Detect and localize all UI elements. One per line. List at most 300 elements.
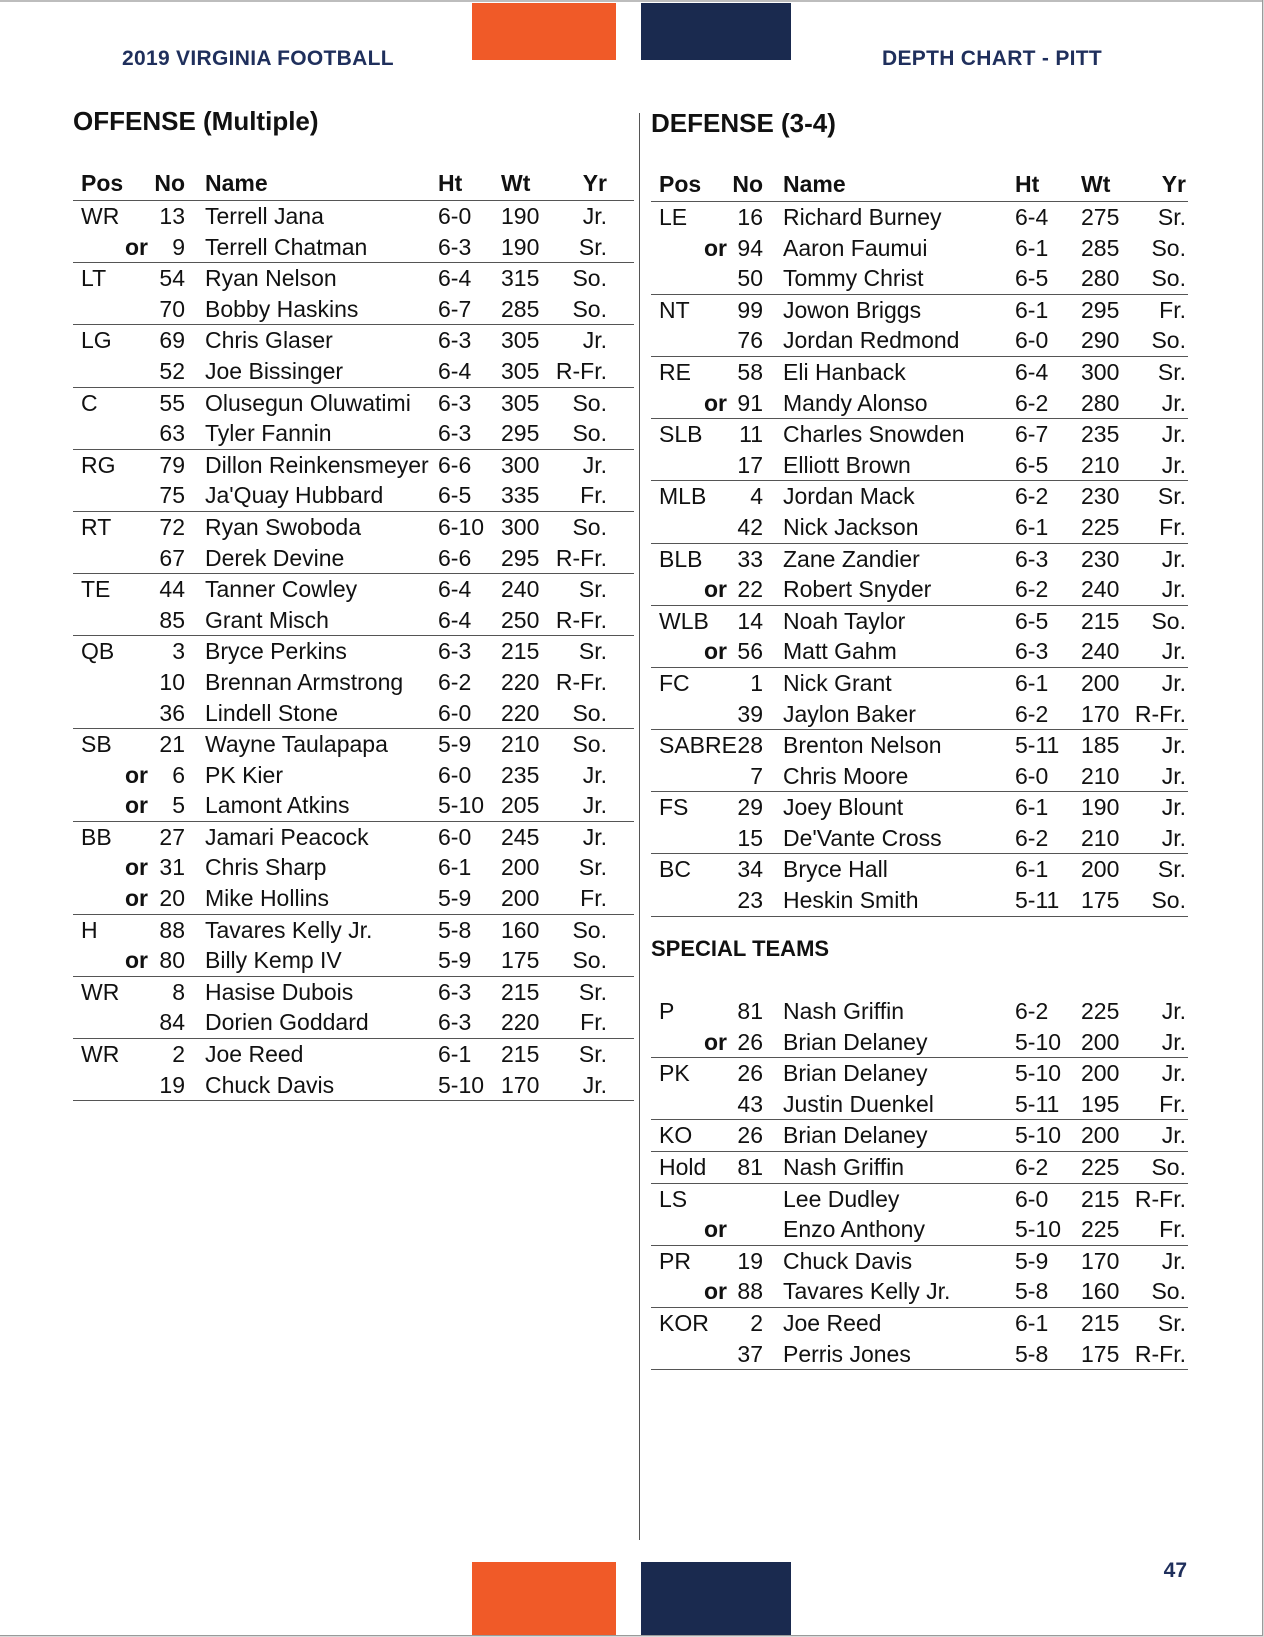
height-cell: 5-10 <box>438 1071 485 1098</box>
depth-chart-row <box>651 1120 1188 1151</box>
height-cell: 6-1 <box>438 854 472 881</box>
depth-chart-row <box>73 915 634 946</box>
player-name: Chris Glaser <box>205 327 333 354</box>
height-cell: 5-8 <box>1015 1340 1049 1367</box>
player-name: Billy Kemp IV <box>205 947 342 974</box>
depth-chart-row <box>73 1039 634 1070</box>
player-name: Terrell Jana <box>205 203 324 229</box>
weight-cell: 290 <box>1081 327 1120 354</box>
height-cell: 6-1 <box>1015 856 1049 883</box>
player-name: Joe Bissinger <box>205 357 344 384</box>
jersey-number: 7 <box>750 762 763 789</box>
year-cell: Jr. <box>1161 545 1186 572</box>
player-name: Brian Delaney <box>783 1060 928 1087</box>
jersey-number: 19 <box>737 1247 763 1274</box>
year-cell: Jr. <box>1161 1247 1186 1274</box>
depth-chart-row <box>651 263 1188 294</box>
weight-cell: 200 <box>501 854 540 881</box>
year-cell: Sr. <box>578 576 607 603</box>
height-cell: 6-1 <box>1015 1309 1049 1336</box>
height-cell: 6-2 <box>1015 576 1049 603</box>
weight-cell: 200 <box>1081 1060 1120 1087</box>
height-cell: 5-9 <box>438 947 472 974</box>
jersey-number: 16 <box>737 204 763 230</box>
depth-chart-row <box>73 356 634 387</box>
year-cell: So. <box>572 513 607 540</box>
height-cell: 6-2 <box>1015 700 1049 727</box>
position-cell: C <box>81 389 98 416</box>
jersey-number: 5 <box>172 792 185 819</box>
depth-chart-row <box>73 698 634 729</box>
height-cell: 6-0 <box>1015 1185 1049 1212</box>
year-cell: So. <box>1151 1278 1186 1305</box>
or-label: or <box>125 885 148 912</box>
year-cell: Fr. <box>1159 1090 1186 1117</box>
weight-cell: 190 <box>1081 794 1120 821</box>
depth-chart-row <box>73 388 634 419</box>
jersey-number: 2 <box>750 1309 763 1336</box>
player-name: Mandy Alonso <box>783 389 928 416</box>
year-cell: Fr. <box>1159 296 1186 323</box>
depth-chart-row <box>73 605 634 636</box>
player-name: Nash Griffin <box>783 1153 905 1180</box>
height-cell: 6-4 <box>438 357 472 384</box>
weight-cell: 170 <box>1081 1247 1120 1274</box>
depth-chart-row <box>73 294 634 325</box>
weight-cell: 300 <box>1081 358 1120 385</box>
jersey-number: 14 <box>737 607 763 634</box>
position-cell: H <box>81 916 98 943</box>
position-cell: LG <box>81 327 112 354</box>
player-name: Joey Blount <box>783 794 904 821</box>
player-name: Lindell Stone <box>205 699 338 726</box>
position-group <box>651 544 1188 606</box>
year-cell: R-Fr. <box>1134 700 1186 727</box>
height-cell: 6-3 <box>1015 545 1049 572</box>
weight-cell: 215 <box>501 1041 540 1068</box>
bottom-navy-bar <box>641 1562 791 1636</box>
jersey-number: 75 <box>159 482 185 509</box>
jersey-number: 88 <box>737 1278 763 1305</box>
jersey-number: 20 <box>159 885 185 912</box>
depth-chart-row <box>73 729 634 760</box>
player-name: Robert Snyder <box>783 576 932 603</box>
player-name: Chuck Davis <box>783 1247 913 1274</box>
depth-chart-row <box>651 1089 1188 1120</box>
top-orange-bar <box>472 3 616 60</box>
or-label: or <box>704 1028 727 1055</box>
jersey-number: 52 <box>159 357 185 384</box>
jersey-number: 11 <box>739 421 763 448</box>
jersey-number: 70 <box>159 295 185 322</box>
position-cell: MLB <box>659 483 707 510</box>
or-label: or <box>125 792 148 819</box>
year-cell: Sr. <box>578 1041 607 1068</box>
height-cell: 6-5 <box>1015 607 1049 634</box>
jersey-number: 44 <box>159 576 185 603</box>
jersey-number: 4 <box>750 483 763 510</box>
height-cell: 5-10 <box>438 792 485 819</box>
year-cell: R-Fr. <box>555 357 607 384</box>
height-cell: 6-4 <box>438 576 472 603</box>
jersey-number: 67 <box>159 544 185 571</box>
depth-chart-row <box>651 481 1188 512</box>
year-cell: Sr. <box>578 233 607 260</box>
weight-cell: 170 <box>1081 700 1120 727</box>
jersey-number: 34 <box>737 856 763 883</box>
year-cell: Jr. <box>582 1071 607 1098</box>
position-group <box>73 729 634 822</box>
position-cell: LS <box>659 1185 688 1212</box>
weight-cell: 305 <box>501 357 540 384</box>
position-group <box>73 388 634 450</box>
year-cell: Jr. <box>582 823 607 850</box>
weight-cell: 160 <box>1081 1278 1120 1305</box>
weight-cell: 305 <box>501 327 540 354</box>
height-cell: 5-10 <box>1015 1122 1062 1149</box>
year-cell: Jr. <box>1161 794 1186 821</box>
player-name: Mike Hollins <box>205 885 329 912</box>
depth-chart-row <box>651 1214 1188 1245</box>
column-header-row <box>73 170 634 201</box>
weight-cell: 315 <box>501 265 540 292</box>
year-cell: Jr. <box>1161 732 1186 759</box>
year-cell: So. <box>572 420 607 447</box>
depth-chart-row <box>73 574 634 605</box>
player-name: Jordan Redmond <box>783 327 960 354</box>
depth-chart-row <box>73 543 634 574</box>
weight-cell: 200 <box>501 885 540 912</box>
position-group <box>651 419 1188 481</box>
position-cell: SB <box>81 731 112 758</box>
position-group <box>651 730 1188 792</box>
player-name: Grant Misch <box>205 606 329 633</box>
jersey-number: 55 <box>159 389 185 416</box>
height-cell: 6-2 <box>1015 389 1049 416</box>
position-group <box>651 202 1188 295</box>
year-cell: R-Fr. <box>555 544 607 571</box>
or-label: or <box>704 638 727 665</box>
year-cell: So. <box>1151 234 1186 261</box>
year-cell: R-Fr. <box>1134 1340 1186 1367</box>
col-header-yr: Yr <box>1161 171 1186 197</box>
year-cell: So. <box>1151 327 1186 354</box>
year-cell: R-Fr. <box>555 606 607 633</box>
position-group <box>651 1120 1188 1152</box>
depth-chart-row <box>651 885 1188 916</box>
depth-chart-row <box>73 1007 634 1038</box>
year-cell: Fr. <box>1159 513 1186 540</box>
player-name: Brennan Armstrong <box>205 668 404 695</box>
depth-chart-row <box>73 232 634 263</box>
player-name: Lamont Atkins <box>205 792 350 819</box>
depth-chart-row <box>651 1276 1188 1307</box>
height-cell: 6-0 <box>438 203 472 229</box>
weight-cell: 240 <box>1081 576 1120 603</box>
weight-cell: 215 <box>501 638 540 665</box>
position-cell: PK <box>659 1060 690 1087</box>
depth-chart-row <box>73 480 634 511</box>
player-name: Brian Delaney <box>783 1122 928 1149</box>
weight-cell: 295 <box>501 544 540 571</box>
height-cell: 6-6 <box>438 451 472 478</box>
player-name: Dillon Reinkensmeyer <box>205 451 429 478</box>
year-cell: Jr. <box>1161 669 1186 696</box>
depth-chart-row <box>651 636 1188 667</box>
depth-chart-row <box>651 1184 1188 1215</box>
year-cell: R-Fr. <box>1134 1185 1186 1212</box>
or-label: or <box>125 233 148 260</box>
weight-cell: 285 <box>501 295 540 322</box>
or-label: or <box>704 576 727 603</box>
col-header-yr: Yr <box>582 170 607 196</box>
depth-chart-row <box>73 418 634 449</box>
position-group <box>651 1152 1188 1184</box>
weight-cell: 205 <box>501 792 540 819</box>
jersey-number: 21 <box>159 731 185 758</box>
player-name: Charles Snowden <box>783 421 965 448</box>
year-cell: So. <box>572 389 607 416</box>
year-cell: Sr. <box>1157 1309 1186 1336</box>
player-name: Terrell Chatman <box>205 233 368 260</box>
depth-chart-row <box>651 295 1188 326</box>
height-cell: 6-1 <box>1015 669 1049 696</box>
jersey-number: 81 <box>737 1153 763 1180</box>
weight-cell: 190 <box>501 203 540 229</box>
jersey-number: 33 <box>737 545 763 572</box>
col-header-wt: Wt <box>501 170 531 196</box>
height-cell: 6-2 <box>1015 483 1049 510</box>
weight-cell: 305 <box>501 389 540 416</box>
weight-cell: 285 <box>1081 234 1120 261</box>
or-label: or <box>125 854 148 881</box>
height-cell: 6-0 <box>438 699 472 726</box>
player-name: Ryan Nelson <box>205 265 337 292</box>
year-cell: Jr. <box>582 761 607 788</box>
jersey-number: 84 <box>159 1009 185 1036</box>
height-cell: 6-4 <box>1015 358 1049 385</box>
height-cell: 6-3 <box>1015 638 1049 665</box>
height-cell: 5-9 <box>438 731 472 758</box>
year-cell: So. <box>572 731 607 758</box>
player-name: Chris Moore <box>783 762 909 789</box>
depth-chart-row <box>651 512 1188 543</box>
bottom-orange-bar <box>472 1562 616 1636</box>
jersey-number: 36 <box>159 699 185 726</box>
position-group <box>73 325 634 387</box>
position-cell: TE <box>81 576 111 603</box>
weight-cell: 250 <box>501 606 540 633</box>
jersey-number: 13 <box>159 203 185 229</box>
player-name: Nick Jackson <box>783 513 919 540</box>
weight-cell: 280 <box>1081 389 1120 416</box>
depth-chart-row <box>651 450 1188 481</box>
height-cell: 6-2 <box>438 668 472 695</box>
height-cell: 5-10 <box>1015 1028 1062 1055</box>
weight-cell: 200 <box>1081 856 1120 883</box>
year-cell: Sr. <box>1157 204 1186 230</box>
position-group <box>651 996 1188 1058</box>
player-name: Ja'Quay Hubbard <box>205 482 384 509</box>
depth-chart-row <box>651 202 1188 233</box>
position-group <box>651 1058 1188 1120</box>
player-name: Enzo Anthony <box>783 1216 925 1243</box>
depth-chart-row <box>651 730 1188 761</box>
year-cell: Fr. <box>1159 1216 1186 1243</box>
year-cell: So. <box>572 699 607 726</box>
depth-chart-row <box>651 357 1188 388</box>
weight-cell: 245 <box>501 823 540 850</box>
player-name: Eli Hanback <box>783 358 906 385</box>
year-cell: Sr. <box>1157 856 1186 883</box>
height-cell: 6-3 <box>438 389 472 416</box>
weight-cell: 225 <box>1081 1153 1120 1180</box>
weight-cell: 235 <box>1081 421 1120 448</box>
weight-cell: 295 <box>501 420 540 447</box>
jersey-number: 19 <box>159 1071 185 1098</box>
player-name: Nick Grant <box>783 669 892 696</box>
jersey-number: 69 <box>159 327 185 354</box>
or-label: or <box>704 389 727 416</box>
depth-chart-row <box>73 325 634 356</box>
height-cell: 6-1 <box>1015 794 1049 821</box>
weight-cell: 220 <box>501 699 540 726</box>
weight-cell: 210 <box>501 731 540 758</box>
year-cell: Jr. <box>1161 1060 1186 1087</box>
player-name: Olusegun Oluwatimi <box>205 389 411 416</box>
position-group <box>73 977 634 1039</box>
jersey-number: 63 <box>159 420 185 447</box>
position-cell: LE <box>659 204 688 230</box>
position-cell: P <box>659 998 675 1024</box>
depth-chart-row <box>651 1339 1188 1370</box>
jersey-number: 22 <box>737 576 763 603</box>
depth-chart-row <box>73 450 634 481</box>
height-cell: 5-11 <box>1015 887 1060 914</box>
depth-chart-row <box>651 1058 1188 1089</box>
height-cell: 5-10 <box>1015 1060 1062 1087</box>
weight-cell: 215 <box>1081 607 1120 634</box>
offense-title: OFFENSE (Multiple) <box>73 106 319 136</box>
depth-chart-row <box>651 761 1188 792</box>
player-name: Derek Devine <box>205 544 345 571</box>
or-label: or <box>125 761 148 788</box>
depth-chart-row <box>73 790 634 821</box>
weight-cell: 220 <box>501 1009 540 1036</box>
height-cell: 6-5 <box>1015 451 1049 478</box>
col-header-pos: Pos <box>659 171 702 197</box>
page-number: 47 <box>1163 1559 1187 1582</box>
jersey-number: 43 <box>737 1090 763 1117</box>
weight-cell: 185 <box>1081 732 1120 759</box>
top-border <box>0 0 1262 2</box>
height-cell: 5-9 <box>1015 1247 1049 1274</box>
player-name: Tavares Kelly Jr. <box>783 1278 951 1305</box>
jersey-number: 58 <box>737 358 763 385</box>
weight-cell: 335 <box>501 482 540 509</box>
height-cell: 5-11 <box>1015 1090 1060 1117</box>
position-group <box>651 668 1188 730</box>
weight-cell: 195 <box>1081 1090 1120 1117</box>
weight-cell: 230 <box>1081 483 1120 510</box>
position-group <box>651 481 1188 543</box>
weight-cell: 215 <box>1081 1309 1120 1336</box>
player-name: Elliott Brown <box>783 451 911 478</box>
position-cell: PR <box>659 1247 691 1274</box>
depth-chart-row <box>73 201 634 232</box>
year-cell: Jr. <box>582 327 607 354</box>
position-cell: RE <box>659 358 691 385</box>
jersey-number: 10 <box>159 668 185 695</box>
position-cell: QB <box>81 638 115 665</box>
depth-chart-row <box>73 822 634 853</box>
position-group <box>651 1184 1188 1246</box>
depth-chart-row <box>73 636 634 667</box>
jersey-number: 81 <box>737 998 763 1024</box>
position-cell: WR <box>81 203 120 229</box>
player-name: Jaylon Baker <box>783 700 916 727</box>
position-cell: RT <box>81 513 112 540</box>
weight-cell: 225 <box>1081 513 1120 540</box>
weight-cell: 190 <box>501 233 540 260</box>
player-name: Ryan Swoboda <box>205 513 361 540</box>
or-label: or <box>125 947 148 974</box>
jersey-number: 23 <box>737 887 763 914</box>
jersey-number: 6 <box>172 761 185 788</box>
jersey-number: 3 <box>172 638 185 665</box>
depth-chart-row <box>651 1246 1188 1277</box>
position-cell: Hold <box>659 1153 707 1180</box>
year-cell: So. <box>572 295 607 322</box>
weight-cell: 225 <box>1081 998 1120 1024</box>
position-cell: FS <box>659 794 689 821</box>
weight-cell: 220 <box>501 668 540 695</box>
weight-cell: 300 <box>501 451 540 478</box>
weight-cell: 295 <box>1081 296 1120 323</box>
position-group <box>73 822 634 915</box>
col-header-no: No <box>732 171 763 197</box>
player-name: Tavares Kelly Jr. <box>205 916 373 943</box>
player-name: Chuck Davis <box>205 1071 335 1098</box>
player-name: Bryce Hall <box>783 856 888 883</box>
position-group <box>73 263 634 325</box>
year-cell: So. <box>572 947 607 974</box>
column-header-row <box>651 171 1188 202</box>
year-cell: Jr. <box>1161 998 1186 1024</box>
weight-cell: 200 <box>1081 669 1120 696</box>
player-name: Hasise Dubois <box>205 978 354 1005</box>
depth-chart-row <box>651 792 1188 823</box>
year-cell: Jr. <box>582 792 607 819</box>
position-group <box>73 450 634 512</box>
height-cell: 6-1 <box>438 1041 472 1068</box>
year-cell: Jr. <box>1161 824 1186 851</box>
height-cell: 6-4 <box>438 265 472 292</box>
jersey-number: 85 <box>159 606 185 633</box>
depth-chart-row <box>73 945 634 976</box>
jersey-number: 94 <box>737 234 763 261</box>
position-cell: WLB <box>659 607 709 634</box>
year-cell: So. <box>572 265 607 292</box>
height-cell: 5-11 <box>1015 732 1060 759</box>
year-cell: Jr. <box>1161 1122 1186 1149</box>
player-name: Perris Jones <box>783 1340 911 1367</box>
player-name: Bobby Haskins <box>205 295 359 322</box>
height-cell: 6-3 <box>438 638 472 665</box>
jersey-number: 28 <box>737 732 763 759</box>
depth-chart-row <box>73 1070 634 1101</box>
jersey-number: 2 <box>172 1041 185 1068</box>
